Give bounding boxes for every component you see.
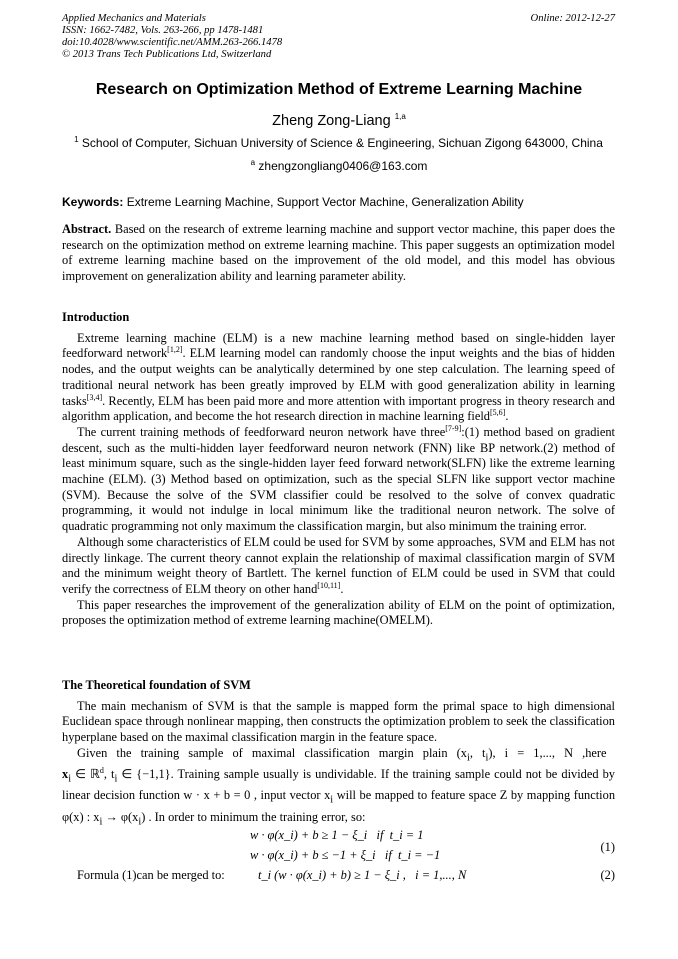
equation-2: t_i (w · φ(x_i) + b) ≥ 1 − ξ_i , i = 1,..., N: [258, 868, 467, 882]
keywords: [62, 195, 524, 209]
abstract-text: Based on the research of extreme learning machine and support vector machine, this paper does the research on the optimization method on extreme learning machine. This paper suggests an optimization model of extreme learning machine based on the improvement of the old model, and this model has obvious improvement on generalization ability and learning parameter ability.: [62, 222, 615, 284]
text: The current training methods of feedforward neuron network have three: [77, 424, 446, 439]
text: :(1) method based on gradient descent, such as the multi-hidden layer feedforward neuron network (FNN) like BP network.(2) method of least minimum square, such as the single-hidden layer feed forward network(SLFN) like the extreme learning machine (ELM). (3) Method based on optimization, such as the special SLFN like support vector machine (SVM). Because the solve of the SVM classifier could be resolved to the solve of convex quadratic programming, it would not indulge in local minimum like the traditional neuron network. The solve of quadratic programming not only maximum the classification margin, but also minimum the training error.: [62, 424, 615, 534]
author: [0, 113, 678, 129]
issn: ISSN: 1662-7482, Vols. 263-266, pp 1478-1481: [62, 25, 264, 36]
citation: [5,6]: [490, 408, 506, 418]
email-text: zhengzongliang0406@163.com: [258, 159, 428, 173]
equation-2-number: (2): [600, 868, 615, 882]
equation-1a: w · φ(x_i) + b ≥ 1 − ξ_i if t_i = 1: [250, 828, 424, 842]
journal-name: Applied Mechanics and Materials: [62, 13, 206, 24]
email: [0, 159, 678, 173]
citation: [1,2]: [167, 345, 183, 355]
affiliation: [62, 136, 615, 150]
author-sup: 1,a: [394, 112, 406, 122]
formula-label: Formula (1)can be merged to:: [77, 868, 225, 882]
citation: [10,11]: [317, 580, 341, 590]
online-date: Online: 2012-12-27: [530, 13, 615, 24]
paragraph: [62, 535, 615, 598]
introduction-section: [62, 310, 615, 629]
paragraph: Given the training sample of maximal classification margin plain ($x_i$, $t_i$), i = 1,..., N ,here: [77, 745, 607, 764]
equation-1b: w · φ(x_i) + b ≤ −1 + ξ_i if t_i = −1: [250, 848, 441, 862]
paragraph: $x_i$ ∈ ℝ$^d$, $t_i$ ∈ {−1,1}. Training sample usually is undividable. If the training sample could not be divided by linear decision function w · x + b = 0 , input vector $x_i$ will be mapped to feature space Z by mapping function φ(x) : $x_i \to \varphi(x_i)$ . In order to minimum the training error, so:: [62, 765, 616, 828]
paragraph: The main mechanism of SVM is that the sample is mapped form the primal space to high dimensional Euclidean space through nonlinear mapping, then constructs the optimization problem to seek the classification hyperplane based on the maximal classification margin in the feature space.: [62, 698, 615, 745]
copyright: © 2013 Trans Tech Publications Ltd, Switzerland: [62, 49, 272, 60]
keywords-label: Keywords:: [62, 195, 124, 209]
text: This paper researches the improvement of the generalization ability of ELM on the point of optimization, proposes the optimization method of extreme learning machine(OMELM).: [62, 597, 615, 628]
affiliation-text: School of Computer, Sichuan University of Science & Engineering, Sichuan Zigong 643000, China: [81, 136, 603, 150]
doi: doi:10.4028/www.scientific.net/AMM.263-266.1478: [62, 37, 283, 48]
svm-section: [62, 678, 615, 830]
text: .: [505, 409, 509, 424]
paragraph: [62, 425, 615, 535]
affiliation-sup: 1: [74, 135, 79, 144]
text: .: [340, 581, 344, 596]
abstract-label: Abstract.: [62, 222, 112, 236]
abstract: [62, 222, 615, 285]
text: . ELM learning model can randomly choose the input weights and the bias of hidden nodes, and the output weights can be analytically determined by one step calculation. The learning speed of traditional neural network has been greatly improved by ELM with good generalization ability in learning tasks: [62, 346, 615, 408]
paragraph: [62, 598, 615, 629]
introduction-heading: Introduction: [62, 310, 130, 324]
citation: [3,4]: [86, 392, 103, 402]
introduction-body: [62, 331, 615, 629]
equation-1-number: (1): [600, 840, 615, 854]
paper-title: Research on Optimization Method of Extreme Learning Machine: [95, 81, 583, 98]
text: . Recently, ELM has been paid more and more attention with important progress in theory research and algorithm application, and become the hot research direction in machine learning field: [62, 393, 615, 424]
paragraph: [62, 331, 615, 425]
text: Extreme learning machine (ELM) is a new machine learning method based on single-hidden layer feedforward network: [62, 330, 615, 361]
keywords-text: Extreme Learning Machine, Support Vector Machine, Generalization Ability: [126, 195, 524, 209]
journal-header: [62, 13, 282, 61]
text: Although some characteristics of ELM could be used for SVM by some approaches, SVM and ELM has not directly linkage. The current theory cannot explain the relationship of maximal classification margin of SVM and the minimum weight theory of Bartlett. The kernel function of ELM could be used in SVM that could verify the correctness of ELM theory on other hand: [62, 534, 615, 596]
author-name: Zheng Zong-Liang: [272, 113, 391, 129]
svm-heading: The Theoretical foundation of SVM: [62, 678, 251, 692]
email-sup: a: [250, 158, 256, 167]
citation: [7-9]: [445, 423, 462, 433]
